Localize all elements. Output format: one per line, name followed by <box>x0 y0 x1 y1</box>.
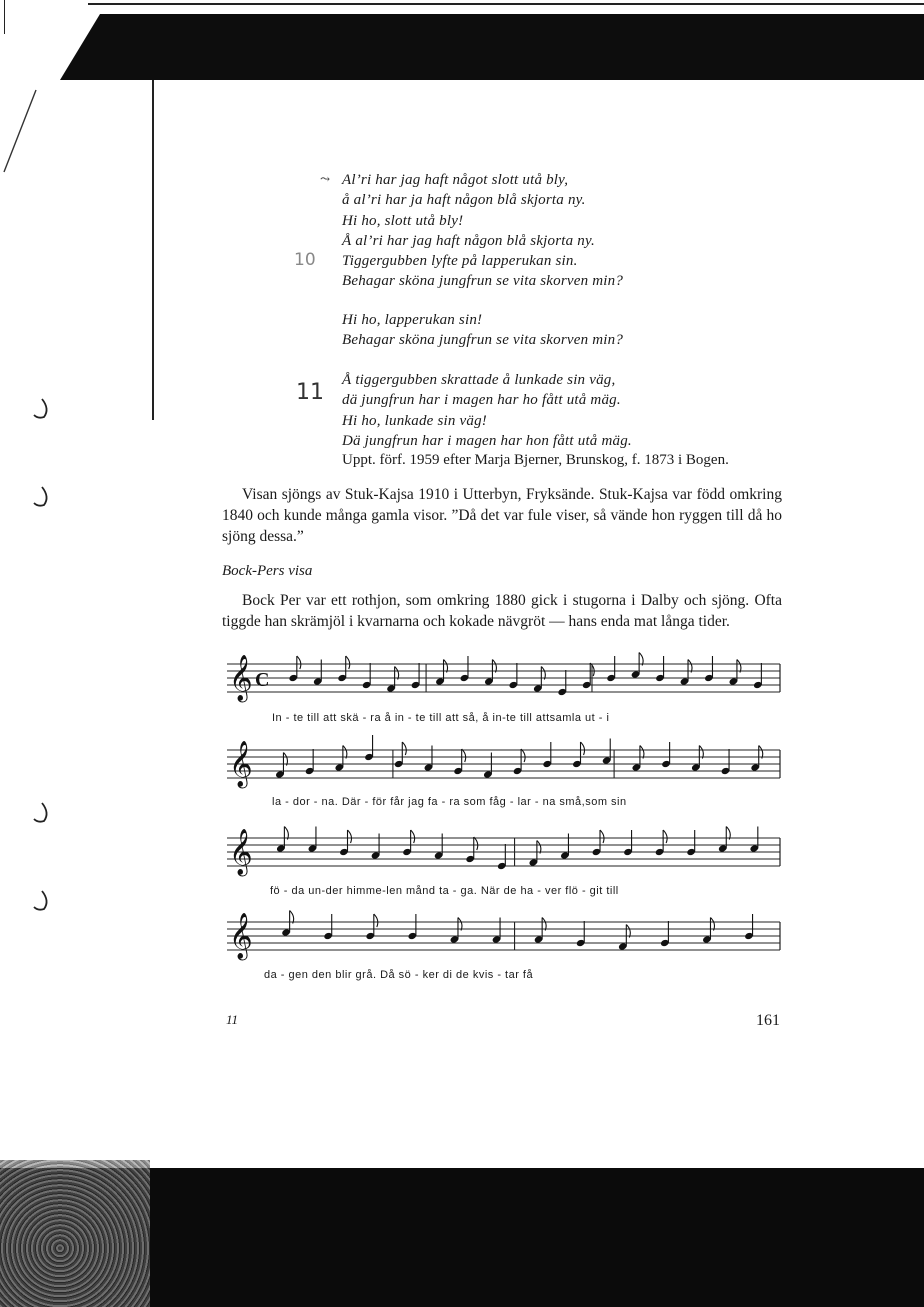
page-fold-line <box>152 80 154 420</box>
verse-1 <box>342 170 822 292</box>
music-score <box>225 652 785 992</box>
corner-crease <box>0 80 40 180</box>
verse-3 <box>342 370 822 451</box>
paragraph-text: Bock Per var ett rothjon, som omkring 1880 gick i stugorna i Dalby och sjöng. Ofta tiggde han skrämjöl i kvarnarna och kokade nävgröt — hans enda mat långa tider. <box>222 592 782 630</box>
signature-mark: 11 <box>226 1012 239 1027</box>
verse-2 <box>342 310 822 351</box>
verse-line: Å tiggergubben skrattade å lunkade sin väg, <box>342 372 616 388</box>
scan-border-notch <box>60 14 100 80</box>
lyrics-line-4: da - gen den blir grå. Då sö - ker di de kvis - tar få <box>264 969 534 981</box>
verse-line: dä jungfrun har i magen har ho fått utå mäg. <box>342 392 621 409</box>
time-signature: C <box>255 669 270 691</box>
recording-credit: Uppt. förf. 1959 efter Marja Bjerner, Brunskog, f. 1873 i Bogen. <box>342 452 729 468</box>
verse-line: å al’ri har ja haft någon blå skjorta ny. <box>342 192 586 209</box>
treble-clef-icon: 𝄞 <box>229 913 253 959</box>
verse-line: Å al’ri har jag haft någon blå skjorta ny. <box>342 232 595 249</box>
verse-number-11: 11 <box>296 380 324 405</box>
treble-clef-icon: 𝄞 <box>229 829 253 875</box>
pencil-tick-mark: ⤳ <box>320 172 331 186</box>
treble-clef-icon: 𝄞 <box>229 741 253 787</box>
verse-line: Behagar sköna jungfrun se vita skorven min? <box>342 273 624 290</box>
binding-marks <box>30 395 60 915</box>
verse-number-10: 10 <box>294 250 316 270</box>
scan-edge-line <box>88 3 924 5</box>
verse-line: Al’ri har jag haft något slott utå bly, <box>342 172 569 188</box>
section-heading: Bock-Pers visa <box>222 563 313 579</box>
scan-border-top <box>60 14 924 80</box>
verse-line: Dä jungfrun har i magen har hon fått utå mäg. <box>342 432 632 449</box>
lyrics-line-3: fö - da un-der himme-len månd ta - ga. När de ha - ver flö - git till <box>270 885 619 897</box>
paragraph-description <box>222 590 782 632</box>
paragraph-text: Visan sjöngs av Stuk-Kajsa 1910 i Utterbyn, Fryksände. Stuk-Kajsa var född omkring 1840 och kunde många gamla visor. ”Då det var fule viser, så vände hon ryggen till då ho sjöng dessa.” <box>222 486 782 545</box>
paragraph-origin <box>222 484 782 547</box>
verse-line: Hi ho, lapperukan sin! <box>342 312 483 328</box>
verse-line: Hi ho, slott utå bly! <box>342 212 464 229</box>
scan-noise <box>0 1160 150 1307</box>
verse-line: Hi ho, lunkade sin väg! <box>342 412 487 429</box>
lyrics-line-1: In - te till att skä - ra å in - te till att så, å in-te till attsamla ut - i <box>272 712 610 724</box>
lyrics-line-2: la - dor - na. Där - för får jag fa - ra som fåg - lar - na små,som sin <box>272 796 627 808</box>
treble-clef-icon: 𝄞 <box>229 655 253 701</box>
page-number: 161 <box>756 1012 780 1029</box>
scan-edge-line-left <box>4 0 5 34</box>
verse-line: Behagar sköna jungfrun se vita skorven min? <box>342 332 624 349</box>
verse-line: Tiggergubben lyfte på lapperukan sin. <box>342 253 578 270</box>
